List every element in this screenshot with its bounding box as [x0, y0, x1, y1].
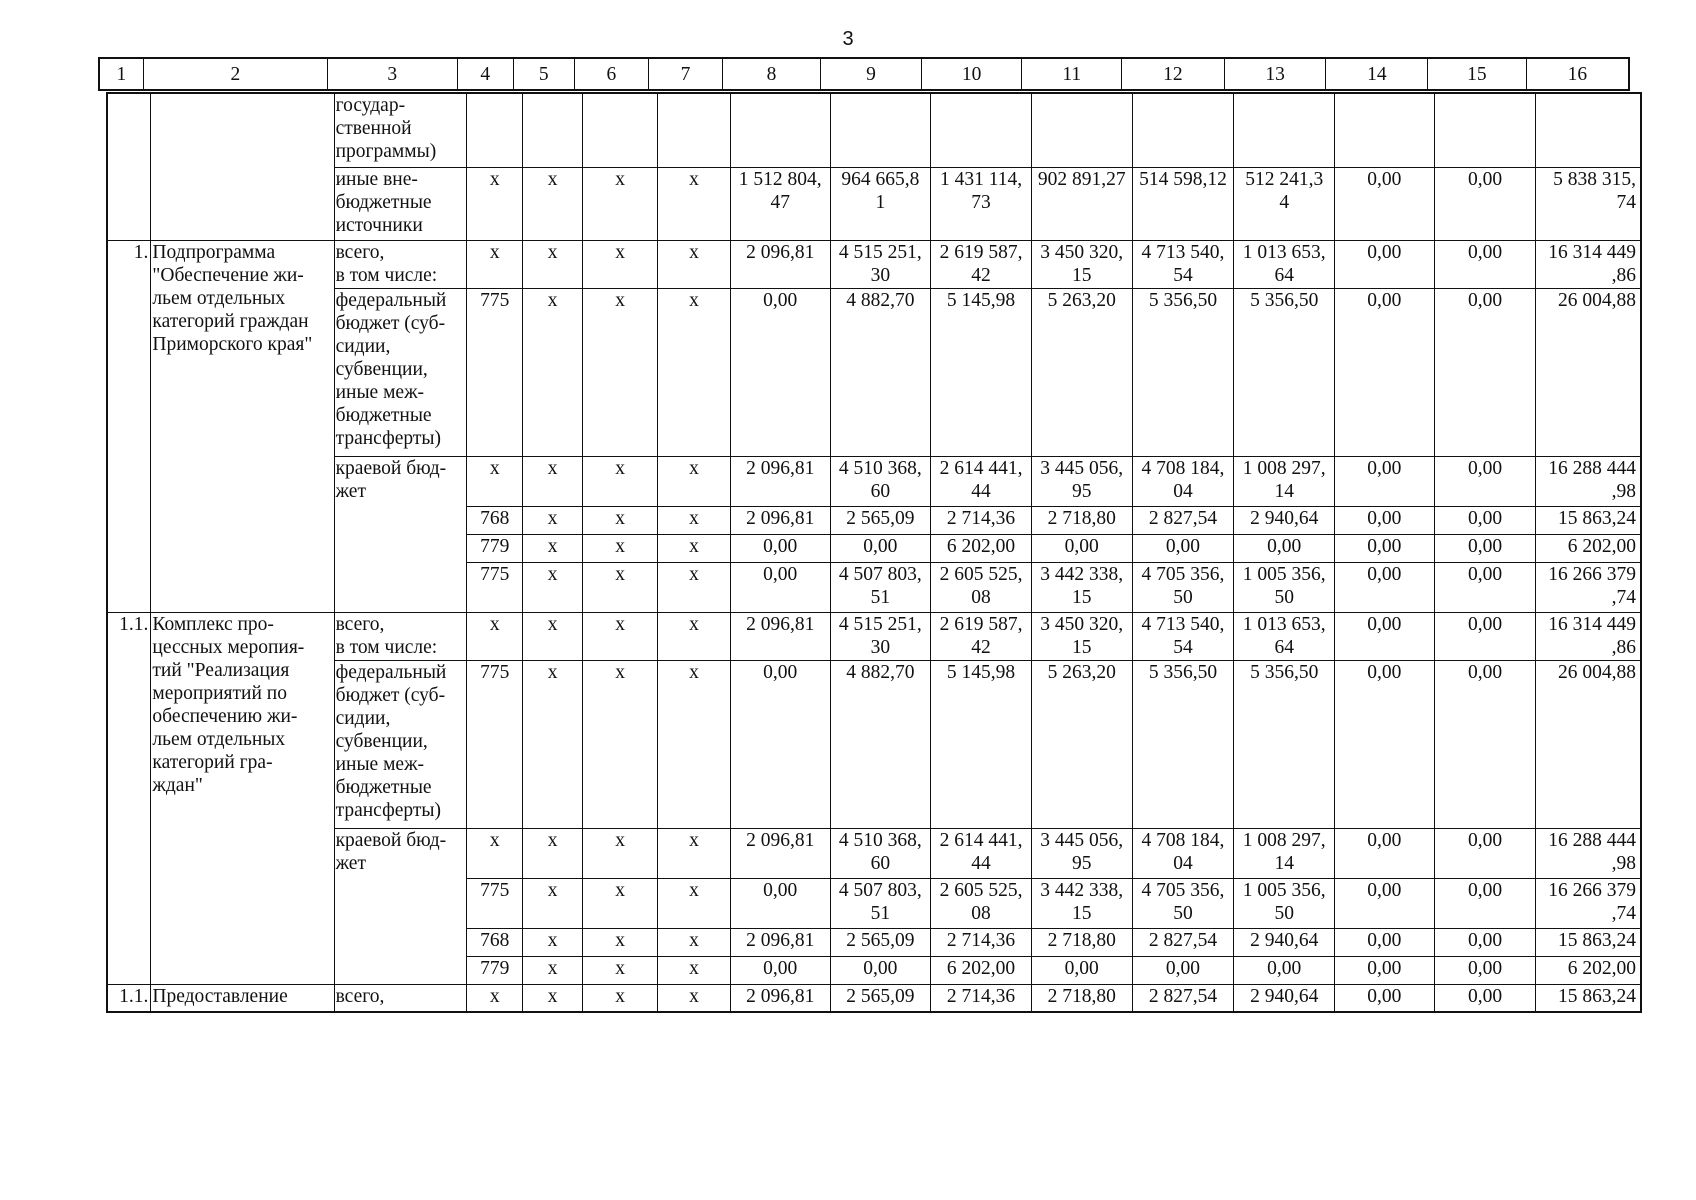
value-cell-col-5: x: [523, 878, 583, 928]
value-cell-col-14: 0,00: [1335, 288, 1435, 456]
value-cell-col-14: 0,00: [1335, 984, 1435, 1012]
value-cell-col-13: 5 356,50: [1234, 288, 1335, 456]
value-cell-col-4: 775: [467, 878, 523, 928]
table-row: [107, 456, 1641, 506]
value-cell-col-4: 768: [467, 506, 523, 534]
column-header: 16: [1526, 58, 1629, 90]
value-cell-col-8: 0,00: [730, 956, 830, 984]
value-cell-col-4: 775: [467, 660, 523, 828]
value-cell-col-6: x: [583, 456, 658, 506]
value-cell-col-8: [730, 93, 830, 167]
value-cell-col-7: x: [658, 534, 731, 562]
value-cell-col-9: 4 510 368, 60: [830, 828, 931, 878]
value-cell-col-14: [1335, 93, 1435, 167]
value-cell-col-15: 0,00: [1434, 456, 1536, 506]
column-header: 6: [574, 58, 649, 90]
value-cell-col-6: x: [583, 506, 658, 534]
value-cell-col-12: 4 708 184, 04: [1132, 828, 1234, 878]
program-name-cell: Подпрограмма "Обеспечение жи- льем отдельных категорий граждан Приморского края": [151, 240, 334, 612]
value-cell-col-8: 2 096,81: [730, 928, 830, 956]
value-cell-col-8: 0,00: [730, 534, 830, 562]
value-cell-col-16: 15 863,24: [1536, 506, 1641, 534]
value-cell-col-13: 1 005 356, 50: [1234, 878, 1335, 928]
value-cell-col-14: 0,00: [1335, 534, 1435, 562]
value-cell-col-5: x: [523, 506, 583, 534]
value-cell-col-11: 902 891,27: [1031, 167, 1132, 240]
value-cell-col-12: 4 713 540, 54: [1132, 612, 1234, 660]
column-header: 4: [457, 58, 513, 90]
value-cell-col-8: 1 512 804, 47: [730, 167, 830, 240]
value-cell-col-11: 3 445 056, 95: [1031, 828, 1132, 878]
value-cell-col-15: 0,00: [1434, 167, 1536, 240]
column-header: 1: [99, 58, 143, 90]
value-cell-col-10: 1 431 114, 73: [931, 167, 1032, 240]
value-cell-col-6: x: [583, 660, 658, 828]
value-cell-col-4: x: [467, 984, 523, 1012]
value-cell-col-5: x: [523, 612, 583, 660]
value-cell-col-13: 1 013 653, 64: [1234, 240, 1335, 288]
value-cell-col-11: 2 718,80: [1031, 928, 1132, 956]
value-cell-col-10: 2 714,36: [931, 984, 1032, 1012]
value-cell-col-15: [1434, 93, 1536, 167]
value-cell-col-13: 1 008 297, 14: [1234, 828, 1335, 878]
value-cell-col-6: x: [583, 288, 658, 456]
column-header: 13: [1224, 58, 1326, 90]
value-cell-col-12: [1132, 93, 1234, 167]
value-cell-col-6: x: [583, 828, 658, 878]
budget-table: [106, 92, 1642, 1013]
value-cell-col-11: 3 442 338, 15: [1031, 562, 1132, 612]
column-header: 11: [1022, 58, 1122, 90]
value-cell-col-15: 0,00: [1434, 928, 1536, 956]
value-cell-col-7: x: [658, 956, 731, 984]
value-cell-col-9: 0,00: [830, 534, 931, 562]
value-cell-col-13: 0,00: [1234, 534, 1335, 562]
column-header: 14: [1326, 58, 1428, 90]
row-number-cell: 1.1.: [107, 984, 151, 1012]
value-cell-col-15: 0,00: [1434, 506, 1536, 534]
value-cell-col-6: x: [583, 240, 658, 288]
value-cell-col-9: 4 882,70: [830, 660, 931, 828]
table-row: [107, 93, 1641, 167]
table-row: [107, 288, 1641, 456]
value-cell-col-11: 5 263,20: [1031, 660, 1132, 828]
program-name-cell: Комплекс про- цессных меропия- тий "Реализация мероприятий по обеспечению жи- льем отдельных категорий гра- ждан": [151, 612, 334, 984]
row-number-cell: 1.: [107, 240, 151, 612]
value-cell-col-12: 2 827,54: [1132, 506, 1234, 534]
value-cell-col-7: x: [658, 928, 731, 956]
value-cell-col-9: 2 565,09: [830, 506, 931, 534]
value-cell-col-9: 2 565,09: [830, 984, 931, 1012]
value-cell-col-7: x: [658, 612, 731, 660]
value-cell-col-6: [583, 93, 658, 167]
value-cell-col-10: 2 619 587, 42: [931, 240, 1032, 288]
value-cell-col-8: 2 096,81: [730, 456, 830, 506]
value-cell-col-11: 0,00: [1031, 956, 1132, 984]
row-number-cell: 1.1.: [107, 612, 151, 984]
value-cell-col-10: 2 605 525, 08: [931, 562, 1032, 612]
value-cell-col-7: x: [658, 660, 731, 828]
value-cell-col-13: 1 008 297, 14: [1234, 456, 1335, 506]
value-cell-col-10: 6 202,00: [931, 956, 1032, 984]
value-cell-col-12: 2 827,54: [1132, 984, 1234, 1012]
value-cell-col-9: 2 565,09: [830, 928, 931, 956]
value-cell-col-5: x: [523, 562, 583, 612]
value-cell-col-15: 0,00: [1434, 288, 1536, 456]
value-cell-col-10: 5 145,98: [931, 288, 1032, 456]
value-cell-col-10: 2 614 441, 44: [931, 828, 1032, 878]
value-cell-col-5: [523, 93, 583, 167]
value-cell-col-12: 0,00: [1132, 534, 1234, 562]
value-cell-col-11: 0,00: [1031, 534, 1132, 562]
column-header: 15: [1428, 58, 1526, 90]
value-cell-col-8: 0,00: [730, 660, 830, 828]
table-row: [107, 167, 1641, 240]
value-cell-col-4: x: [467, 240, 523, 288]
value-cell-col-13: 2 940,64: [1234, 506, 1335, 534]
value-cell-col-16: 5 838 315, 74: [1536, 167, 1641, 240]
value-cell-col-5: x: [523, 288, 583, 456]
value-cell-col-4: 779: [467, 956, 523, 984]
value-cell-col-4: 768: [467, 928, 523, 956]
value-cell-col-12: 2 827,54: [1132, 928, 1234, 956]
value-cell-col-14: 0,00: [1335, 612, 1435, 660]
value-cell-col-16: 15 863,24: [1536, 984, 1641, 1012]
value-cell-col-6: x: [583, 167, 658, 240]
value-cell-col-13: 0,00: [1234, 956, 1335, 984]
value-cell-col-8: 0,00: [730, 562, 830, 612]
value-cell-col-8: 2 096,81: [730, 506, 830, 534]
column-header: 3: [327, 58, 457, 90]
funding-source-cell: краевой бюд- жет: [334, 456, 467, 612]
value-cell-col-10: [931, 93, 1032, 167]
value-cell-col-7: x: [658, 562, 731, 612]
value-cell-col-11: 2 718,80: [1031, 984, 1132, 1012]
value-cell-col-5: x: [523, 984, 583, 1012]
funding-source-cell: федеральный бюджет (суб- сидии, субвенции, иные меж- бюджетные трансферты): [334, 660, 467, 828]
value-cell-col-4: x: [467, 456, 523, 506]
value-cell-col-7: x: [658, 288, 731, 456]
value-cell-col-15: 0,00: [1434, 612, 1536, 660]
value-cell-col-14: 0,00: [1335, 878, 1435, 928]
value-cell-col-15: 0,00: [1434, 660, 1536, 828]
funding-source-cell: всего, в том числе:: [334, 240, 467, 288]
value-cell-col-9: [830, 93, 931, 167]
value-cell-col-12: 4 708 184, 04: [1132, 456, 1234, 506]
value-cell-col-6: x: [583, 878, 658, 928]
value-cell-col-6: x: [583, 534, 658, 562]
value-cell-col-9: 0,00: [830, 956, 931, 984]
column-header: 9: [821, 58, 922, 90]
value-cell-col-5: x: [523, 240, 583, 288]
value-cell-col-15: 0,00: [1434, 828, 1536, 878]
value-cell-col-8: 2 096,81: [730, 828, 830, 878]
value-cell-col-14: 0,00: [1335, 956, 1435, 984]
value-cell-col-13: [1234, 93, 1335, 167]
value-cell-col-4: 775: [467, 562, 523, 612]
value-cell-col-16: 16 266 379 ,74: [1536, 562, 1641, 612]
column-number-header: [98, 57, 1630, 91]
value-cell-col-8: 2 096,81: [730, 240, 830, 288]
table-row: [107, 828, 1641, 878]
value-cell-col-16: 15 863,24: [1536, 928, 1641, 956]
value-cell-col-5: x: [523, 167, 583, 240]
value-cell-col-11: 3 450 320, 15: [1031, 612, 1132, 660]
column-header: 5: [513, 58, 574, 90]
value-cell-col-14: 0,00: [1335, 240, 1435, 288]
funding-source-cell: государ- ственной программы): [334, 93, 467, 167]
value-cell-col-8: 0,00: [730, 288, 830, 456]
value-cell-col-5: x: [523, 828, 583, 878]
value-cell-col-4: 779: [467, 534, 523, 562]
value-cell-col-7: x: [658, 828, 731, 878]
value-cell-col-9: 964 665,8 1: [830, 167, 931, 240]
value-cell-col-12: 4 705 356, 50: [1132, 562, 1234, 612]
value-cell-col-15: 0,00: [1434, 562, 1536, 612]
program-name-cell: Предоставление: [151, 984, 334, 1012]
column-header: 7: [649, 58, 723, 90]
value-cell-col-6: x: [583, 928, 658, 956]
value-cell-col-5: x: [523, 534, 583, 562]
value-cell-col-11: 3 450 320, 15: [1031, 240, 1132, 288]
value-cell-col-7: x: [658, 506, 731, 534]
value-cell-col-7: x: [658, 456, 731, 506]
value-cell-col-5: x: [523, 660, 583, 828]
value-cell-col-16: 16 288 444 ,98: [1536, 456, 1641, 506]
value-cell-col-10: 2 614 441, 44: [931, 456, 1032, 506]
value-cell-col-12: 0,00: [1132, 956, 1234, 984]
value-cell-col-12: 5 356,50: [1132, 288, 1234, 456]
value-cell-col-13: 1 005 356, 50: [1234, 562, 1335, 612]
value-cell-col-9: 4 507 803, 51: [830, 878, 931, 928]
value-cell-col-7: x: [658, 984, 731, 1012]
value-cell-col-4: 775: [467, 288, 523, 456]
value-cell-col-9: 4 515 251, 30: [830, 240, 931, 288]
value-cell-col-13: 1 013 653, 64: [1234, 612, 1335, 660]
value-cell-col-14: 0,00: [1335, 456, 1435, 506]
value-cell-col-7: [658, 93, 731, 167]
value-cell-col-16: [1536, 93, 1641, 167]
value-cell-col-12: 514 598,12: [1132, 167, 1234, 240]
page-number: 3: [842, 28, 854, 50]
table-row: [107, 660, 1641, 828]
value-cell-col-5: x: [523, 928, 583, 956]
value-cell-col-11: 3 442 338, 15: [1031, 878, 1132, 928]
value-cell-col-10: 2 714,36: [931, 928, 1032, 956]
value-cell-col-4: x: [467, 828, 523, 878]
value-cell-col-4: x: [467, 167, 523, 240]
value-cell-col-15: 0,00: [1434, 984, 1536, 1012]
value-cell-col-16: 6 202,00: [1536, 534, 1641, 562]
value-cell-col-14: 0,00: [1335, 828, 1435, 878]
value-cell-col-5: x: [523, 456, 583, 506]
value-cell-col-16: 16 314 449 ,86: [1536, 612, 1641, 660]
value-cell-col-16: 16 314 449 ,86: [1536, 240, 1641, 288]
value-cell-col-5: x: [523, 956, 583, 984]
value-cell-col-10: 6 202,00: [931, 534, 1032, 562]
value-cell-col-11: 5 263,20: [1031, 288, 1132, 456]
value-cell-col-14: 0,00: [1335, 562, 1435, 612]
value-cell-col-13: 512 241,3 4: [1234, 167, 1335, 240]
value-cell-col-9: 4 510 368, 60: [830, 456, 931, 506]
value-cell-col-8: 0,00: [730, 878, 830, 928]
value-cell-col-7: x: [658, 240, 731, 288]
value-cell-col-16: 6 202,00: [1536, 956, 1641, 984]
value-cell-col-12: 5 356,50: [1132, 660, 1234, 828]
table-row: [107, 612, 1641, 660]
value-cell-col-10: 2 619 587, 42: [931, 612, 1032, 660]
value-cell-col-14: 0,00: [1335, 928, 1435, 956]
value-cell-col-6: x: [583, 984, 658, 1012]
value-cell-col-9: 4 507 803, 51: [830, 562, 931, 612]
value-cell-col-10: 2 714,36: [931, 506, 1032, 534]
value-cell-col-16: 26 004,88: [1536, 288, 1641, 456]
value-cell-col-12: 4 705 356, 50: [1132, 878, 1234, 928]
value-cell-col-16: 16 266 379 ,74: [1536, 878, 1641, 928]
funding-source-cell: всего, в том числе:: [334, 612, 467, 660]
value-cell-col-15: 0,00: [1434, 534, 1536, 562]
value-cell-col-11: 2 718,80: [1031, 506, 1132, 534]
value-cell-col-12: 4 713 540, 54: [1132, 240, 1234, 288]
value-cell-col-16: 26 004,88: [1536, 660, 1641, 828]
column-header: 10: [921, 58, 1022, 90]
row-number-cell: [107, 93, 151, 240]
funding-source-cell: федеральный бюджет (суб- сидии, субвенции, иные меж- бюджетные трансферты): [334, 288, 467, 456]
table-row: [107, 984, 1641, 1012]
value-cell-col-4: [467, 93, 523, 167]
value-cell-col-10: 2 605 525, 08: [931, 878, 1032, 928]
header-row: [99, 58, 1629, 90]
column-header: 8: [722, 58, 820, 90]
value-cell-col-9: 4 515 251, 30: [830, 612, 931, 660]
value-cell-col-15: 0,00: [1434, 878, 1536, 928]
funding-source-cell: всего,: [334, 984, 467, 1012]
value-cell-col-13: 5 356,50: [1234, 660, 1335, 828]
funding-source-cell: краевой бюд- жет: [334, 828, 467, 984]
value-cell-col-8: 2 096,81: [730, 984, 830, 1012]
column-header: 12: [1121, 58, 1224, 90]
value-cell-col-15: 0,00: [1434, 956, 1536, 984]
value-cell-col-8: 2 096,81: [730, 612, 830, 660]
table-row: [107, 240, 1641, 288]
value-cell-col-13: 2 940,64: [1234, 984, 1335, 1012]
value-cell-col-14: 0,00: [1335, 660, 1435, 828]
value-cell-col-15: 0,00: [1434, 240, 1536, 288]
value-cell-col-11: 3 445 056, 95: [1031, 456, 1132, 506]
value-cell-col-7: x: [658, 878, 731, 928]
value-cell-col-14: 0,00: [1335, 167, 1435, 240]
value-cell-col-6: x: [583, 612, 658, 660]
funding-source-cell: иные вне- бюджетные источники: [334, 167, 467, 240]
value-cell-col-7: x: [658, 167, 731, 240]
value-cell-col-16: 16 288 444 ,98: [1536, 828, 1641, 878]
value-cell-col-6: x: [583, 562, 658, 612]
column-header: 2: [143, 58, 327, 90]
value-cell-col-13: 2 940,64: [1234, 928, 1335, 956]
value-cell-col-14: 0,00: [1335, 506, 1435, 534]
value-cell-col-9: 4 882,70: [830, 288, 931, 456]
value-cell-col-6: x: [583, 956, 658, 984]
value-cell-col-10: 5 145,98: [931, 660, 1032, 828]
value-cell-col-11: [1031, 93, 1132, 167]
program-name-cell: [151, 93, 334, 240]
value-cell-col-4: x: [467, 612, 523, 660]
